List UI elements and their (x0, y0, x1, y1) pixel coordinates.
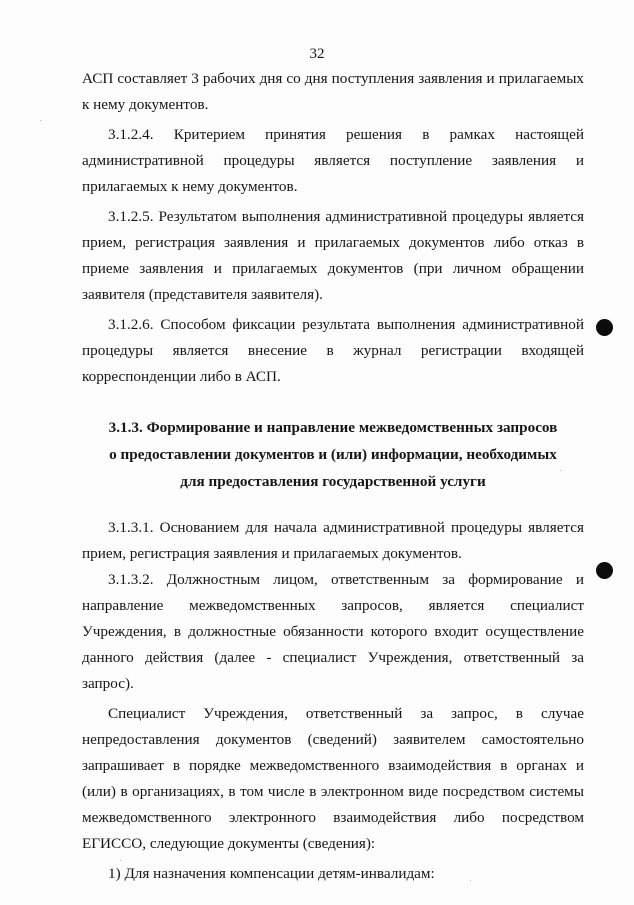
heading-line-2: о предоставлении документов и (или) информации, необходимых (109, 446, 557, 463)
binder-hole-icon (596, 319, 613, 336)
paragraph-3-1-3-1: 3.1.3.1. Основанием для начала административной процедуры является прием, регистрация заявления и прилагаемых документов. (82, 519, 584, 562)
paragraph-continuation: АСП составляет 3 рабочих дня со дня поступления заявления и прилагаемых к нему документов. (82, 70, 584, 113)
paragraph-specialist: Специалист Учреждения, ответственный за запрос, в случае непредоставления документов (сведений) заявителем самостоятельно запрашивает в порядке межведомственного взаимодействия в органах и (или) в организациях, в том числе в электронном виде посредством системы межведомственного электронного взаимодействия либо посредством ЕГИССО, следующие документы (сведения): (82, 705, 584, 852)
scan-speck (560, 470, 561, 471)
paragraph-3-1-2-6: 3.1.2.6. Способом фиксации результата выполнения административной процедуры является внесение в журнал регистрации входящей корреспонденции либо в АСП. (82, 316, 584, 385)
section-heading (82, 414, 584, 495)
heading-line-3: для предоставления государственной услуги (180, 473, 486, 490)
paragraph-3-1-2-4: 3.1.2.4. Критерием принятия решения в рамках настоящей административной процедуры является поступление заявления и прилагаемых к нему документов. (82, 126, 584, 195)
scan-speck (120, 860, 121, 861)
heading-line-1: 3.1.3. Формирование и направление межведомственных запросов (108, 419, 558, 436)
binder-hole-icon (596, 562, 613, 579)
scan-speck (470, 880, 471, 881)
paragraph-3-1-3-2: 3.1.3.2. Должностным лицом, ответственным за формирование и направление межведомственных запросов, является специалист Учреждения, в должностные обязанности которого входит осуществление данного действия (далее - специалист Учреждения, ответственный за запрос). (82, 571, 584, 692)
scan-speck (40, 120, 41, 121)
paragraph-list-item-1: 1) Для назначения компенсации детям-инвалидам: (108, 865, 435, 882)
document-body (82, 66, 584, 887)
page-number: 32 (309, 46, 325, 62)
paragraph-3-1-2-5: 3.1.2.5. Результатом выполнения административной процедуры является прием, регистрация заявления и прилагаемых документов либо отказ в приеме заявления и прилагаемых документов (при личном обращении заявителя (представителя заявителя). (82, 208, 584, 303)
